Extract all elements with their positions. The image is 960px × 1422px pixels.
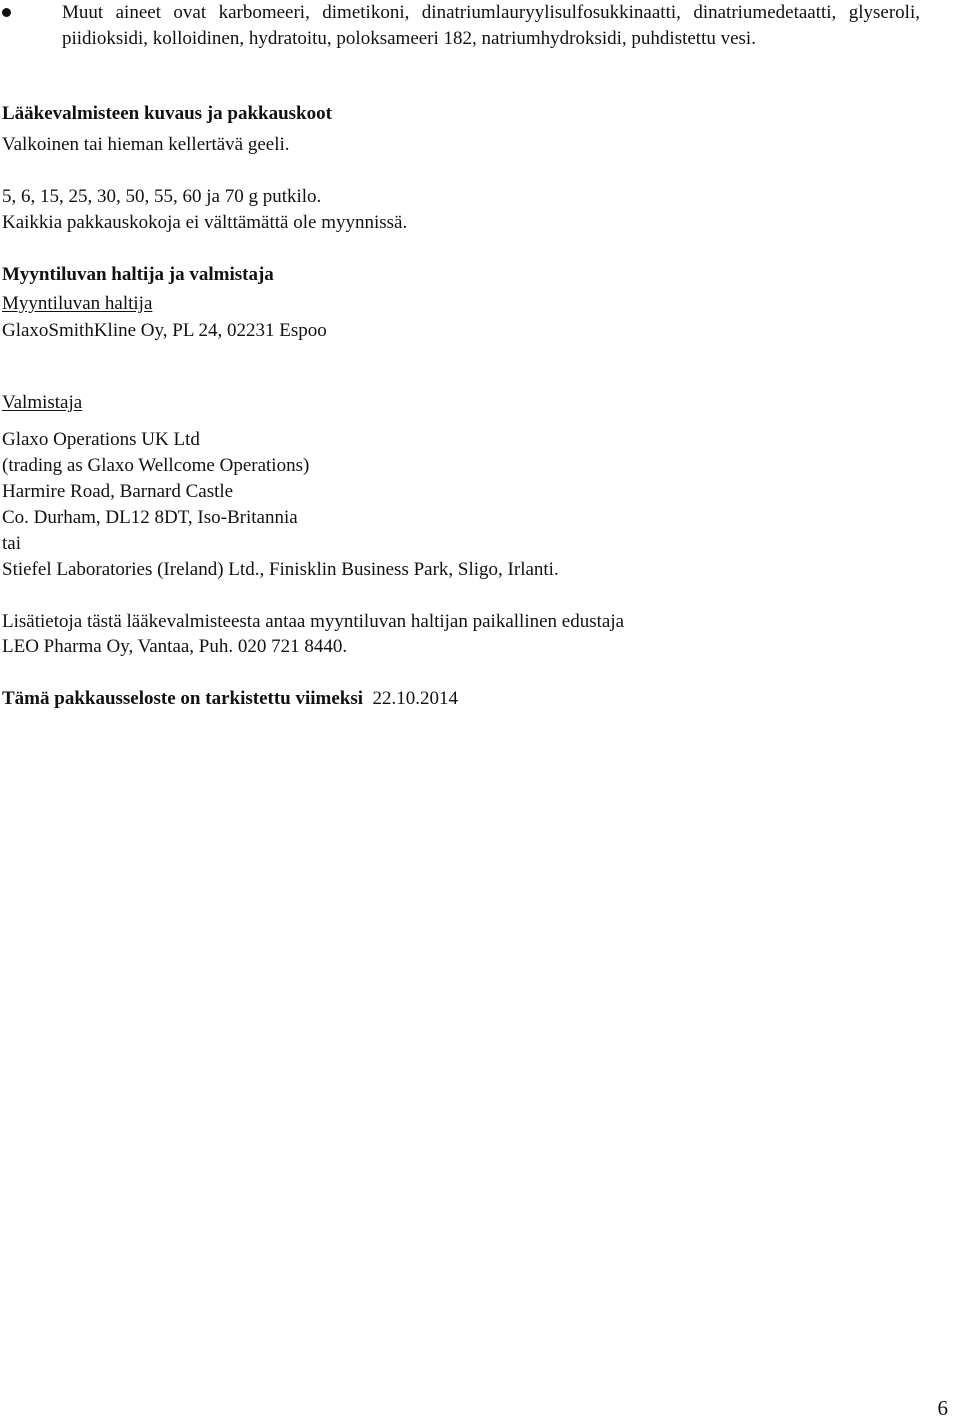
revision-label: Tämä pakkausseloste on tarkistettu viimeksi [2, 688, 364, 709]
revision-date: 22.10.2014 [372, 688, 459, 709]
contact-line: LEO Pharma Oy, Vantaa, Puh. 020 721 8440. [2, 636, 348, 657]
appearance-text: Valkoinen tai hieman kellertävä geeli. [2, 134, 290, 155]
description-heading: Lääkevalmisteen kuvaus ja pakkauskoot [2, 103, 332, 124]
pack-sizes-text: 5, 6, 15, 25, 30, 50, 55, 60 ja 70 g putkilo. [2, 186, 322, 207]
manufacturer-label: Valmistaja [2, 392, 83, 413]
contact-line: Lisätietoja tästä lääkevalmisteesta antaa myyntiluvan haltijan paikallinen edustaja [2, 611, 625, 632]
availability-note: Kaikkia pakkauskokoja ei välttämättä ole myynnissä. [2, 212, 408, 233]
manufacturer-line: Glaxo Operations UK Ltd [2, 429, 200, 450]
holder-address: GlaxoSmithKline Oy, PL 24, 02231 Espoo [2, 320, 327, 341]
revision-line [2, 686, 458, 712]
bullet-icon [2, 8, 11, 17]
holder-heading: Myyntiluvan haltija ja valmistaja [2, 264, 274, 285]
manufacturer-line: Stiefel Laboratories (Ireland) Ltd., Finisklin Business Park, Sligo, Irlanti. [2, 559, 559, 580]
manufacturer-line: Co. Durham, DL12 8DT, Iso-Britannia [2, 507, 298, 528]
manufacturer-line: Harmire Road, Barnard Castle [2, 481, 234, 502]
ingredients-text: Muut aineet ovat karbomeeri, dimetikoni, dinatriumlauryylisulfosukkinaatti, dinatriumedetaatti, glyseroli, piidioksidi, kolloidinen, hydratoitu, poloksameeri 182, natriumhydroksidi, puhdistettu vesi. [62, 2, 920, 49]
page-number: 6 [937, 1396, 948, 1420]
manufacturer-line: tai [2, 533, 21, 554]
manufacturer-line: (trading as Glaxo Wellcome Operations) [2, 455, 310, 476]
holder-label: Myyntiluvan haltija [2, 293, 153, 314]
